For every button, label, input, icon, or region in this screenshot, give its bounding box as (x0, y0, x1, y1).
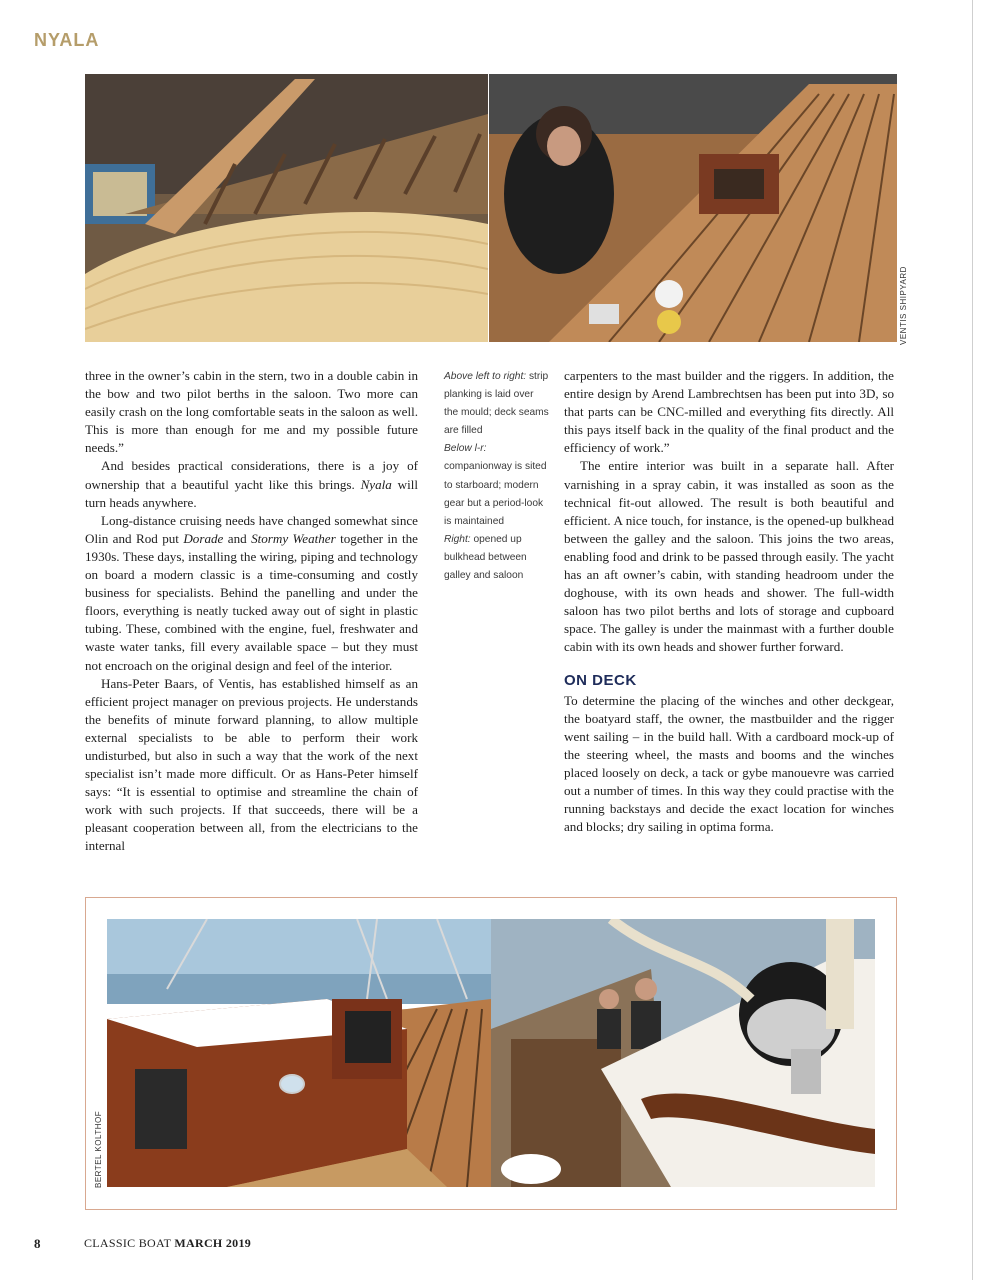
photo-credit-bottom: BERTEL KOLTHOF (94, 1110, 103, 1188)
article-column-right (564, 367, 894, 836)
subheading: ON DECK (564, 671, 637, 689)
photo-caption: Above left to right: strip planking is laid over the mould; deck seams are filled Below l-r: companionway is sited to starboard; modern gear but a period-look is maintained Right: opened up bulkhead between galley and saloon (444, 371, 549, 582)
paragraph: To determine the placing of the winches and other deckgear, the boatyard staff, the owner, the mastbuilder and the rigger went sailing – in the build hall. With a cardboard mock-up of the steering wheel, the masts and booms and the winches placed loosely on deck, a tack or gybe manouevre was carried out a number of times. In this way they could practise with the running backstays and decide the exact location for winches and blocks; dry sailing in optima forma. (564, 692, 894, 835)
photo-companionway (107, 919, 491, 1187)
page-number: 8 (34, 1236, 41, 1251)
section-tag: NYALA (34, 30, 100, 50)
paragraph: And besides practical considerations, there is a joy of ownership that a beautiful yacht like this brings. Nyala will turn heads anywhere. (85, 458, 418, 510)
magazine-issue: CLASSIC BOAT MARCH 2019 (84, 1236, 252, 1250)
page-edge-rule (972, 0, 973, 1280)
paragraph: three in the owner’s cabin in the stern, two in a double cabin in the bow and two pilot berths in the saloon. Two more can easily crash on the long comfortable seats in the saloon as well. This is more than enough for me and my possible future needs.” (85, 368, 418, 456)
page-footer (34, 1236, 252, 1252)
paragraph: Hans-Peter Baars, of Ventis, has established himself as an efficient project manager on previous projects. He understands the benefits of minute forward planning, to allow multiple external specialists to be able to perform their work undisturbed, but also in such a way that the work of the next specialist isn’t made more difficult. Or as Hans-Peter himself says: “It is essential to optimise and streamline the chain of work with such projects. If that succeeds, there will be a pleasant cooperation between all, from the electricians to the internal (85, 675, 418, 854)
photo-winch-crew (491, 919, 875, 1187)
paragraph: Long-distance cruising needs have changed somewhat since Olin and Rod put Dorade and Stormy Weather together in the 1930s. These days, installing the wiring, piping and technology on board a modern classic is a time-consuming and costly business for specialists. Behind the panelling and under the floors, everything is neatly tucked away out of sight in plastic tubing. These, combined with the engine, fuel, freshwater and waste water tanks, fill every available space – but they must not encroach on the original design and feel of the interior. (85, 512, 418, 673)
photo-deck-seams (489, 74, 897, 342)
paragraph: The entire interior was built in a separate hall. After varnishing in a spray cabin, it was installed as soon as the technical fit-out allowed. The result is both beautiful and efficient. A nice touch, for instance, is the opened-up bulkhead between the galley and the saloon. This joins the two areas, enabling food and drink to be passed through easily. The yacht has an aft owner’s cabin, with standing headroom under the doghouse, with its own heads and shower. The full-width saloon has two pilot berths and lots of storage and cupboard space. The galley is under the mainmast with a further double cabin with its own heads and shower further forward. (564, 458, 894, 655)
photo-hull-planking (85, 74, 488, 342)
paragraph: carpenters to the mast builder and the riggers. In addition, the entire design by Arend Lambrechtsen has been put into 3D, so that parts can be CNC-milled and everything fits directly. All this pays itself back in the quality of the final product and the efficiency of work.” (564, 368, 894, 456)
article-column-left (85, 367, 418, 856)
photo-credit-top: VENTIS SHIPYARD (899, 266, 908, 345)
